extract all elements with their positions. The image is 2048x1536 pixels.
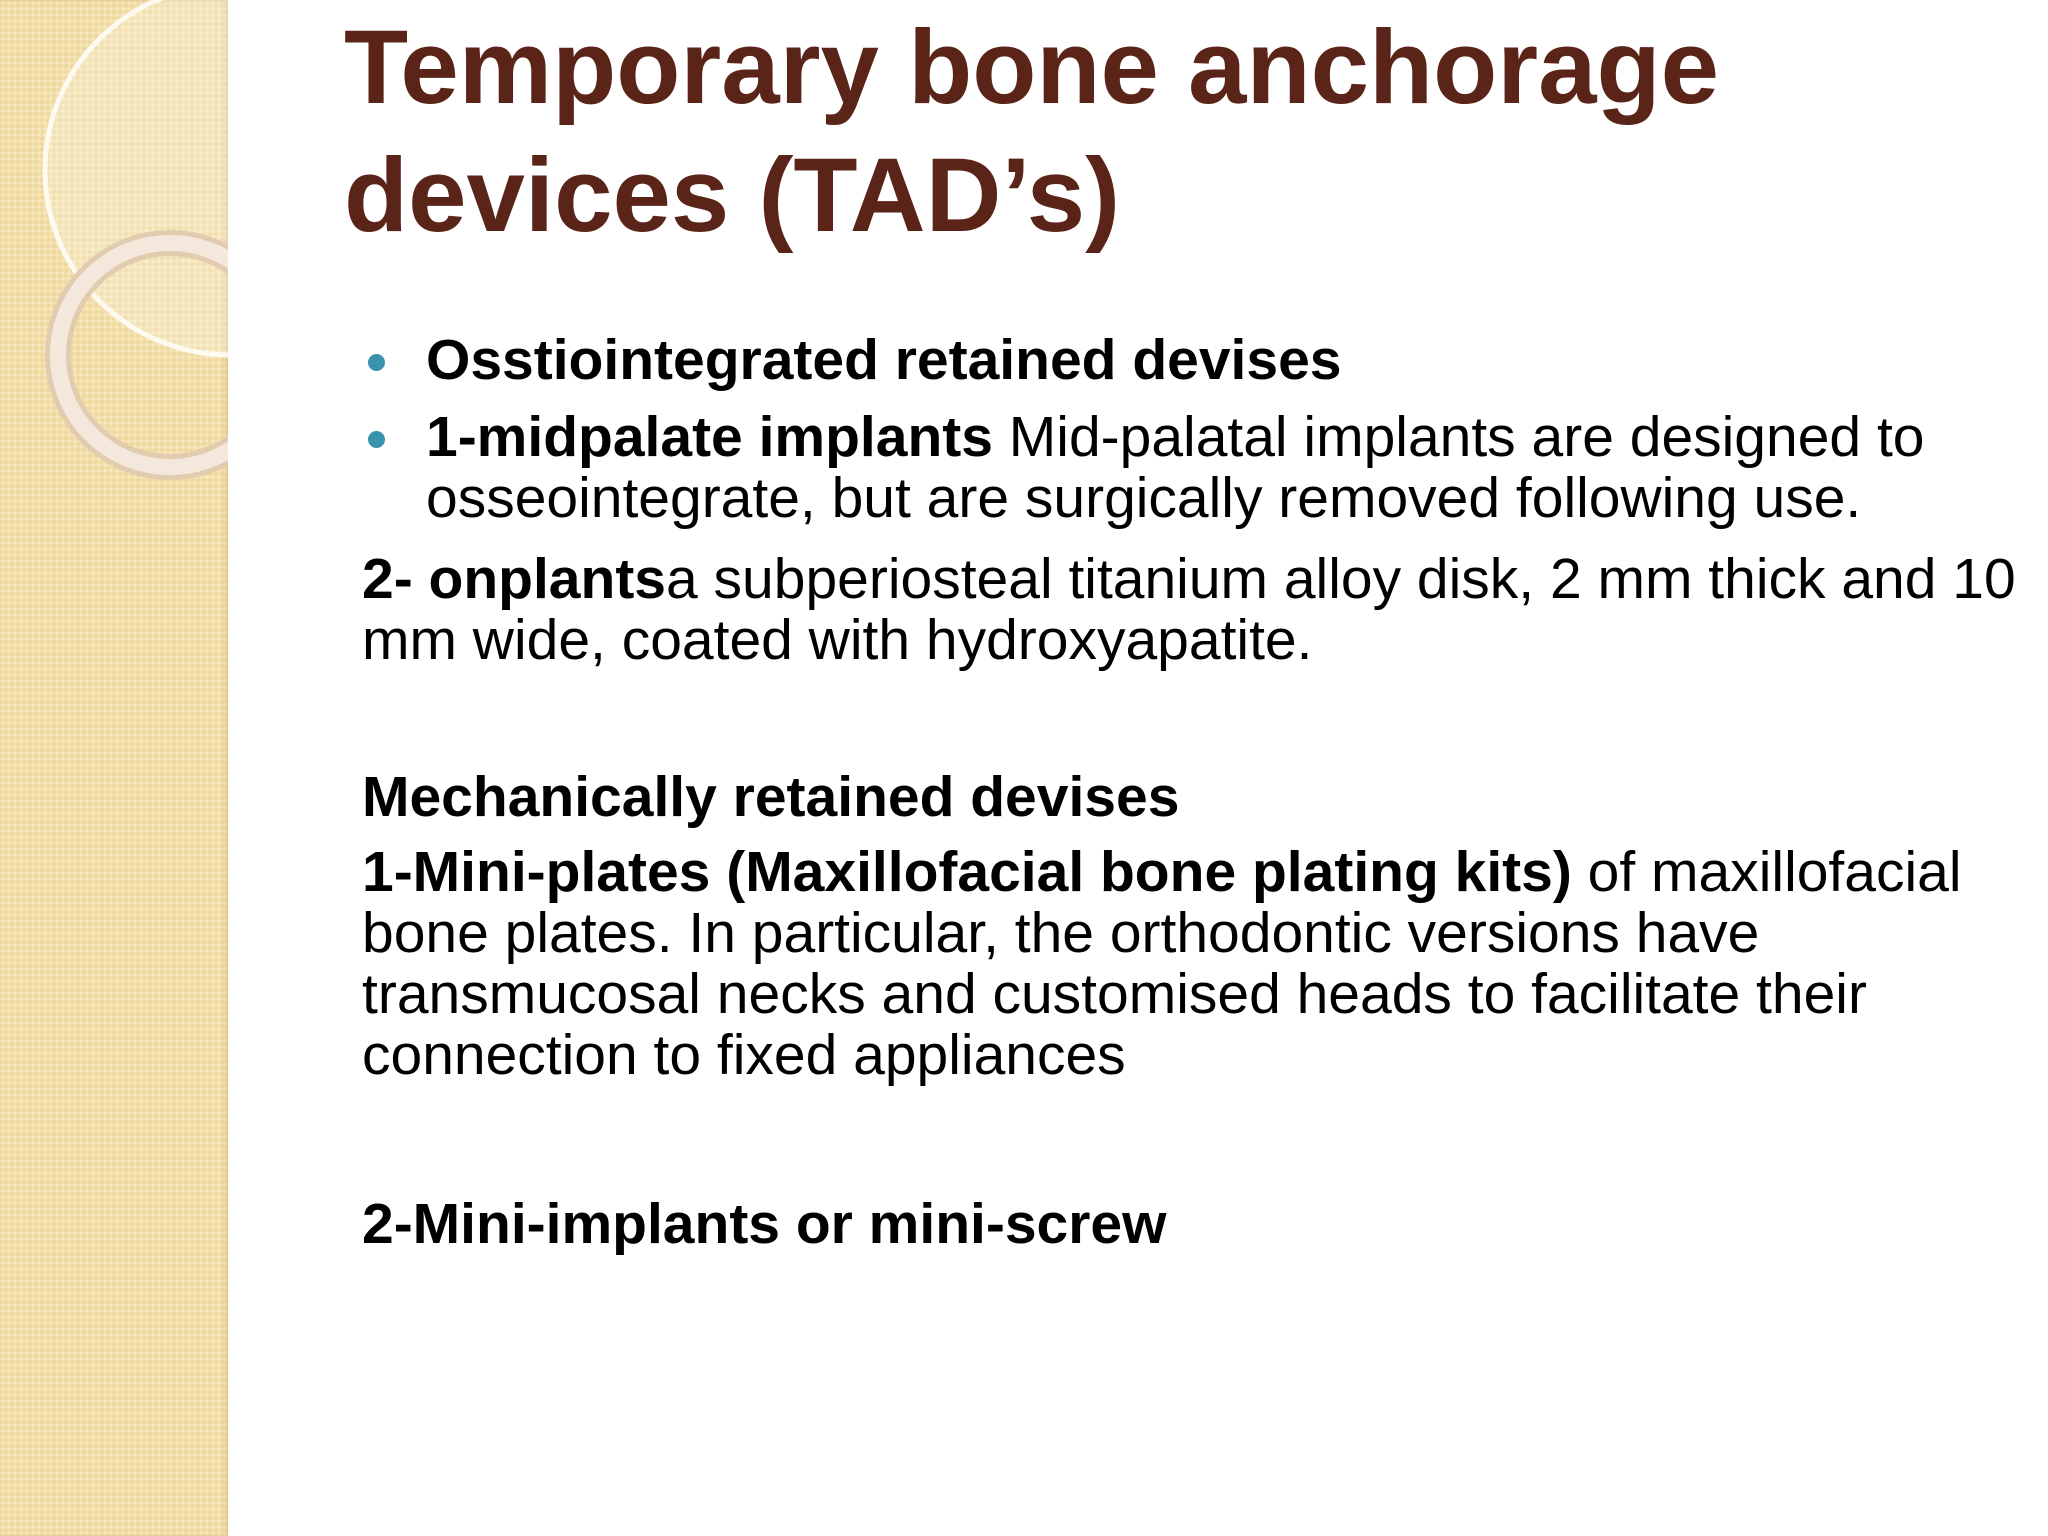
bullet-heading: 1-midpalate implants [426,405,993,469]
slide-content [362,330,2022,1255]
mechanical-heading: Mechanically retained devises [362,765,1180,829]
decorative-rings [0,0,228,1536]
miniplates-description: of maxillofacial bone plates. In particular, the orthodontic versions have transmucosal necks and customised heads to facilitate their connection to fixed appliances [362,840,1962,1087]
onplants-paragraph [362,549,2022,671]
miniimplants-heading: 2-Mini-implants or mini-screw [362,1192,1167,1256]
bullet-midpalate-implants [362,407,2022,529]
miniplates-paragraph [362,842,2022,1086]
onplants-heading: 2- onplants [362,547,667,611]
bullet-dot-icon [368,431,385,448]
bullet-description: Mid-palatal implants are designed to osseointegrate, but are surgically removed following use. [426,405,1925,530]
decorative-side-panel [0,0,228,1536]
miniplates-heading: 1-Mini-plates (Maxillofacial bone plating kits) [362,840,1572,904]
slide-title: Temporary bone anchorage devices (TAD’s) [344,9,1720,254]
bullet-osseointegrated [362,330,2022,391]
onplants-description: a subperiosteal titanium alloy disk, 2 mm thick and 10 mm wide, coated with hydroxyapatite. [362,547,2016,672]
bullet-heading: Osstiointegrated retained devises [426,328,1342,392]
bullet-dot-icon [368,354,385,371]
